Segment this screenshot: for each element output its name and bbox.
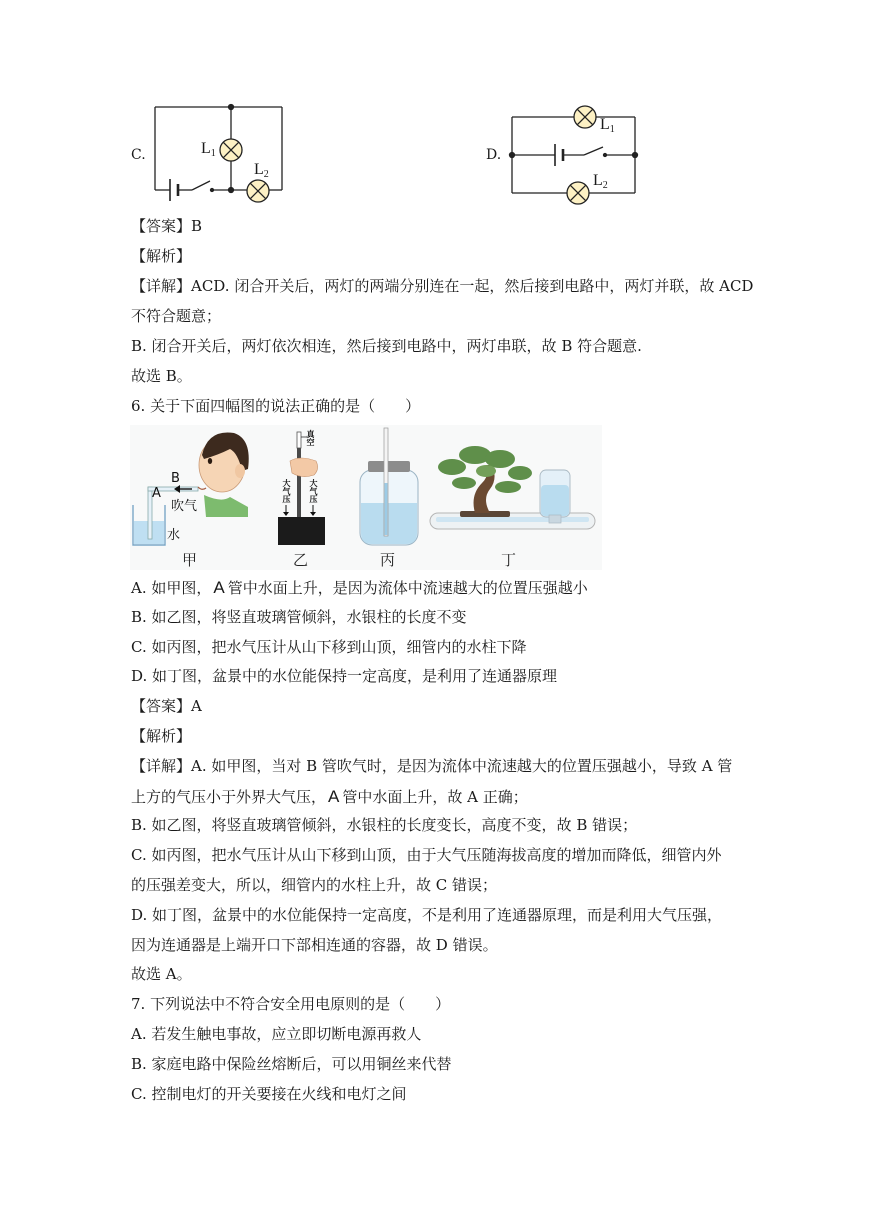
panel-jia bbox=[133, 432, 249, 545]
q6-detail-line: 【详解】A. 如甲图，当对 B 管吹气时，是因为流体中流速越大的位置压强越小，导致 A 管 bbox=[131, 756, 733, 775]
q5-conclusion: 故选 B。 bbox=[131, 367, 192, 385]
lamp-letter: L bbox=[201, 140, 211, 157]
q6-detail-line: C. 如丙图，把水气压计从山下移到山顶，由于大气压随海拔高度的增加而降低，细管内外 bbox=[131, 846, 722, 865]
q5-detail-line: B. 闭合开关后，两灯依次相连，然后接到电路中，两灯串联，故 B 符合题意. bbox=[131, 337, 642, 355]
bing-tube-water bbox=[385, 483, 388, 535]
circuit-c-lamp-l1-label bbox=[201, 140, 216, 159]
circuit-d-lamp-l2 bbox=[567, 182, 589, 204]
q5-solution bbox=[131, 211, 753, 421]
circuit-d-lamp-l1-label bbox=[600, 116, 615, 135]
yi-glass-tube-vacuum bbox=[297, 432, 301, 448]
yi-hand bbox=[290, 458, 318, 477]
q5-circuit-diagrams bbox=[0, 0, 869, 215]
q6-option-a-symbol: A bbox=[213, 578, 225, 597]
option-d-label: D. bbox=[486, 147, 502, 163]
jia-boy-ear bbox=[235, 464, 245, 478]
q6-detail-line bbox=[131, 782, 732, 812]
q7-option-c: C. 控制电灯的开关要接在火线和电灯之间 bbox=[131, 1084, 407, 1103]
circuit-c-switch-lever bbox=[192, 181, 210, 190]
circuit-c-junction-bottom bbox=[229, 188, 234, 193]
q6-detail-2-symbol: A bbox=[328, 786, 340, 806]
circuit-d-lamp-l2-label bbox=[593, 172, 608, 191]
panel-label-jia: 甲 bbox=[182, 551, 198, 569]
lamp-index: 2 bbox=[602, 180, 608, 191]
panel-ding bbox=[430, 446, 595, 529]
panel-label-yi: 乙 bbox=[293, 551, 309, 569]
jia-boy-mouth bbox=[198, 487, 206, 489]
circuit-d bbox=[510, 106, 638, 204]
bing-bottle-water bbox=[361, 503, 417, 544]
q6-detail-line: B. 如乙图，将竖直玻璃管倾斜，水银柱的长度变长，高度不变，故 B 错误； bbox=[131, 816, 638, 835]
q5-analysis-heading: 【解析】 bbox=[131, 247, 192, 265]
panel-bing bbox=[360, 428, 418, 545]
q6-option-a bbox=[131, 573, 732, 603]
q6-option-a-suffix: 管中水面上升，是因为流体中流速越大的位置压强越小 bbox=[227, 579, 588, 597]
q5-answer: 【答案】B bbox=[131, 217, 203, 235]
q7-option-a: A. 若发生触电事故，应立即切断电源再救人 bbox=[131, 1024, 422, 1043]
panel-label-ding: 丁 bbox=[501, 551, 517, 569]
jia-boy-eye bbox=[208, 458, 212, 464]
yi-atm-right-label: 大气压 bbox=[309, 479, 318, 503]
yi-arrowhead-right bbox=[310, 512, 316, 516]
yi-atm-left-label: 大气压 bbox=[282, 479, 291, 503]
circuit-d-switch-lever bbox=[584, 147, 603, 155]
lamp-letter: L bbox=[593, 172, 603, 189]
circuit-c-junction-top bbox=[229, 105, 234, 110]
lamp-index: 2 bbox=[263, 169, 269, 180]
yi-arrowhead-left bbox=[283, 512, 289, 516]
q6-detail-2-suffix: 管中水面上升，故 A 正确； bbox=[342, 787, 528, 806]
ding-bottle-water bbox=[541, 485, 569, 516]
option-c-label: C. bbox=[131, 147, 146, 163]
q6-option-a-prefix: A. 如甲图， bbox=[131, 579, 212, 597]
q6-analysis-heading: 【解析】 bbox=[131, 726, 192, 745]
q6-detail-line: D. 如丁图，盆景中的水位能保持一定高度，不是利用了连通器原理，而是利用大气压强， bbox=[131, 905, 723, 924]
jia-water-label: 水 bbox=[167, 528, 181, 543]
circuit-d-junction-right bbox=[633, 153, 638, 158]
circuit-d-lamp-l1 bbox=[574, 106, 596, 128]
circuit-c-lamp-l1 bbox=[220, 139, 242, 161]
yi-vacuum-label: 真空 bbox=[306, 430, 315, 446]
q6-answer: 【答案】A bbox=[131, 697, 202, 716]
q6-conclusion: 故选 A。 bbox=[131, 965, 192, 984]
q6-option-b: B. 如乙图，将竖直玻璃管倾斜，水银柱的长度不变 bbox=[131, 607, 467, 626]
panel-label-bing: 丙 bbox=[380, 551, 396, 569]
q5-detail-line: 【详解】ACD. 闭合开关后，两灯的两端分别连在一起，然后接到电路中，两灯并联，故 ACD bbox=[131, 277, 754, 295]
jia-tube-a-label: A bbox=[152, 486, 161, 501]
yi-mercury-dish bbox=[278, 517, 325, 545]
jia-blow-label: 吹气 bbox=[171, 499, 198, 514]
q6-stem: 6. 关于下面四幅图的说法正确的是（ ） bbox=[131, 397, 421, 415]
ding-bottle-neck bbox=[549, 515, 561, 523]
lamp-letter: L bbox=[254, 161, 264, 178]
lamp-index: 1 bbox=[609, 124, 615, 135]
circuit-c-lamp-l2-label bbox=[254, 161, 269, 180]
q6-detail-line: 因为连通器是上端开口下部相连通的容器，故 D 错误。 bbox=[131, 935, 498, 954]
q5-detail-line: 不符合题意； bbox=[131, 307, 222, 325]
bing-bottle-cap bbox=[368, 461, 410, 472]
q7-stem: 7. 下列说法中不符合安全用电原则的是（ ） bbox=[131, 995, 451, 1014]
ding-tray-water bbox=[436, 517, 589, 522]
circuit-d-junction-left bbox=[510, 153, 515, 158]
q6-detail-2-prefix: 上方的气压小于外界大气压， bbox=[131, 787, 327, 806]
q6-detail-line: 的压强差变大，所以，细管内的水柱上升，故 C 错误； bbox=[131, 875, 498, 894]
jia-blow-arrowhead bbox=[174, 485, 180, 493]
q7-option-b: B. 家庭电路中保险丝熔断后，可以用铜丝来代替 bbox=[131, 1054, 452, 1073]
q6-figure bbox=[130, 425, 602, 570]
q6-q7-text bbox=[131, 573, 732, 1109]
lamp-letter: L bbox=[600, 116, 610, 133]
jia-tube-b-label: B bbox=[171, 471, 180, 486]
lamp-index: 1 bbox=[210, 148, 216, 159]
circuit-c-lamp-l2 bbox=[247, 180, 269, 202]
q6-figure-drawing bbox=[130, 425, 602, 570]
jia-boy-shirt bbox=[204, 495, 248, 517]
q6-option-d: D. 如丁图，盆景中的水位能保持一定高度，是利用了连通器原理 bbox=[131, 667, 558, 686]
q6-option-c: C. 如丙图，把水气压计从山下移到山顶，细管内的水柱下降 bbox=[131, 637, 527, 656]
circuit-c bbox=[155, 105, 282, 203]
